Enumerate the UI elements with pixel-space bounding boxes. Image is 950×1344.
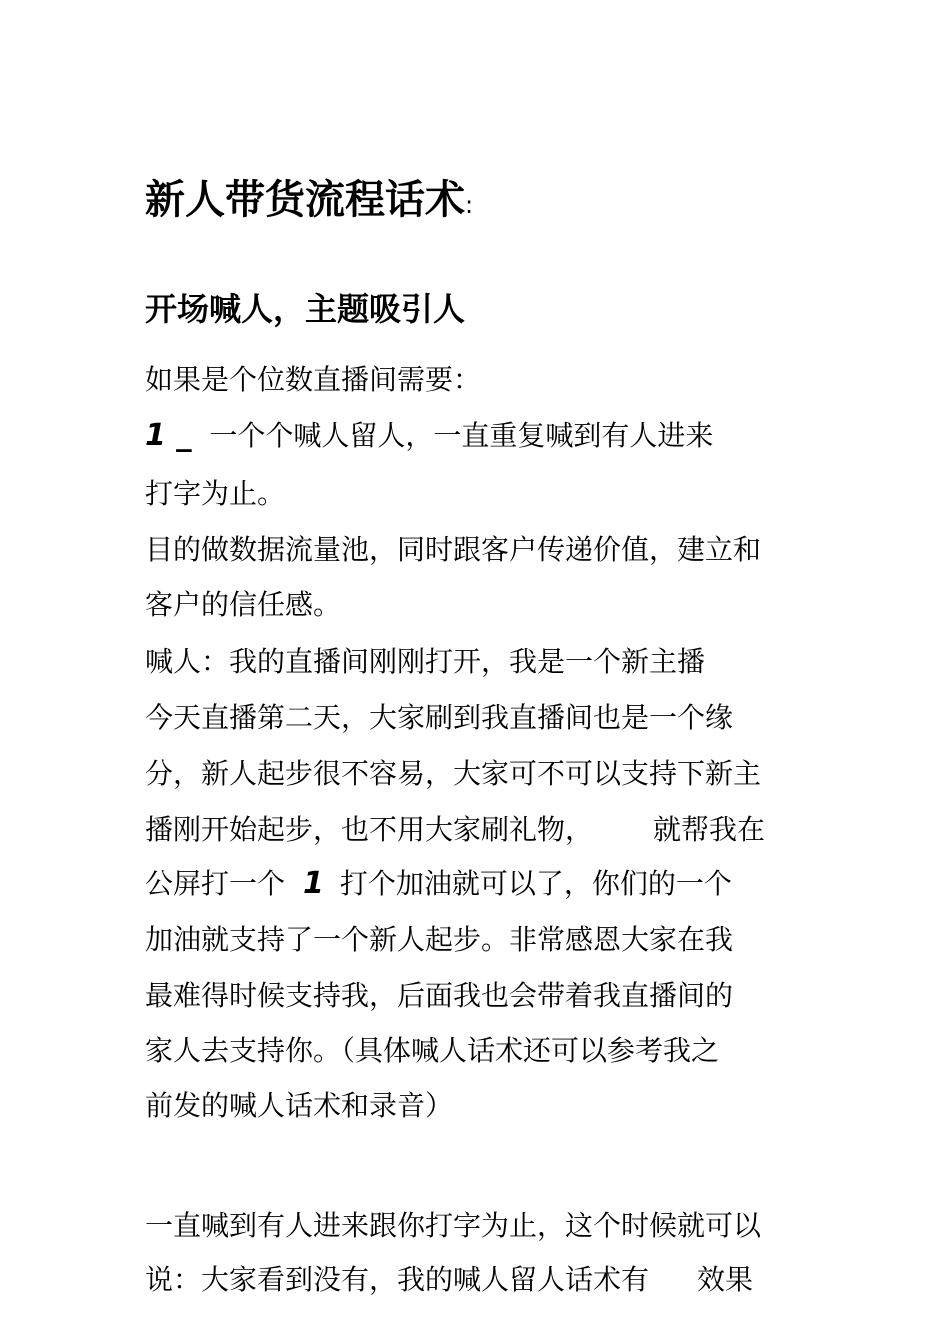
paragraph-line: 一直喊到有人进来跟你打字为止，这个时候就可以 xyxy=(145,1209,762,1242)
line-segment: 就帮我在 xyxy=(653,813,766,846)
paragraph-line: 客户的信任感。 xyxy=(145,588,342,621)
paragraph-line: 打字为止。 xyxy=(145,477,286,510)
line-segment: 效果 xyxy=(697,1263,754,1296)
paragraph-line: 分，新人起步很不容易，大家可不可以支持下新主 xyxy=(145,757,762,790)
paragraph-line: 今天直播第二天，大家刷到我直播间也是一个缘 xyxy=(145,701,734,734)
line-segment: 打个加油就可以了，你们的一个 xyxy=(339,867,732,900)
document-title xyxy=(145,172,473,233)
paragraph-line xyxy=(145,810,765,850)
title-colon: : xyxy=(465,191,474,219)
list-marker: 1 _ xyxy=(145,418,192,453)
line-segment: 公屏打一个 xyxy=(145,867,286,900)
paragraph-line: 喊人：我的直播间刚刚打开，我是一个新主播 xyxy=(145,645,706,678)
line-segment: 说：大家看到没有，我的喊人留人话术有 xyxy=(145,1263,650,1296)
paragraph-line: 如果是个位数直播间需要： xyxy=(145,363,482,396)
paragraph-line: 家人去支持你。（具体喊人话术还可以参考我之 xyxy=(145,1034,720,1067)
list-item-line xyxy=(145,416,713,456)
paragraph-line xyxy=(145,1260,753,1300)
paragraph-line: 目的做数据流量池，同时跟客户传递价值，建立和 xyxy=(145,533,762,566)
paragraph-line: 最难得时候支持我，后面我也会带着我直播间的 xyxy=(145,979,734,1012)
digit-one: 1 xyxy=(303,866,324,901)
list-item-text: 一个个喊人留人，一直重复喊到有人进来 xyxy=(209,419,714,452)
paragraph-line: 加油就支持了一个新人起步。非常感恩大家在我 xyxy=(145,923,734,956)
paragraph-line: 前发的喊人话术和录音） xyxy=(145,1089,454,1122)
paragraph-line xyxy=(145,864,732,904)
line-segment: 播刚开始起步，也不用大家刷礼物， xyxy=(145,813,594,846)
section-heading: 开场喊人，主题吸引人 xyxy=(145,290,466,328)
title-text: 新人带货流程话术 xyxy=(145,177,465,223)
